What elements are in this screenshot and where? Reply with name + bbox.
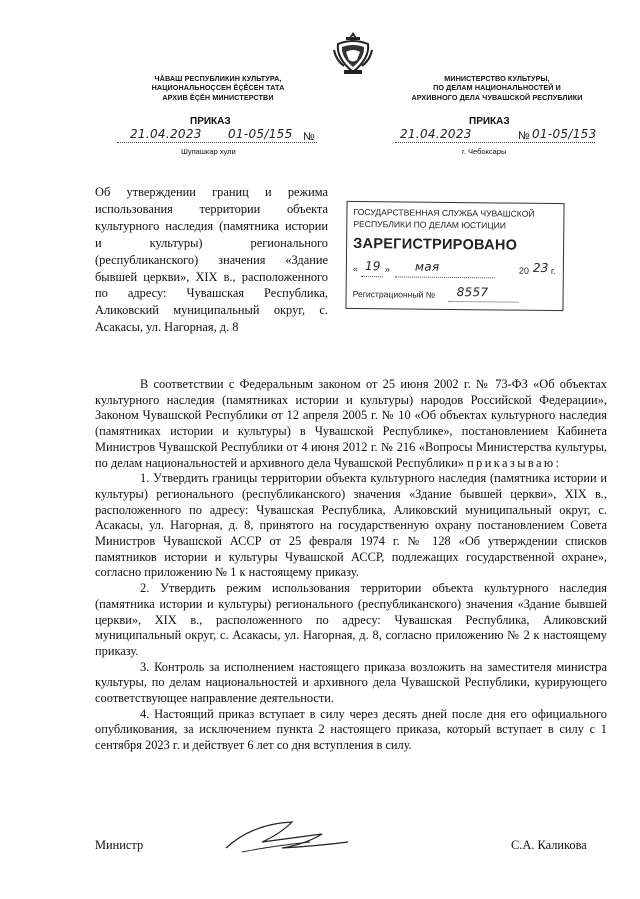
right-city: г. Чебоксары: [462, 147, 507, 156]
stamp-reg-number: 8557: [456, 285, 489, 300]
stamp-reg-label: Регистрационный №: [352, 288, 436, 300]
stamp-agency-line: ГОСУДАРСТВЕННАЯ СЛУЖБА ЧУВАШСКОЙ: [353, 206, 535, 219]
header-left-line: АРХИВ ĔÇĔН МИНИСТЕРСТВИ: [162, 92, 274, 102]
right-number-sign: №: [518, 130, 530, 142]
header-right-line: МИНИСТЕРСТВО КУЛЬТУРЫ,: [444, 74, 550, 83]
preamble: [95, 377, 607, 471]
stamp-reg-line: [449, 301, 519, 303]
left-order-date: 21.04.2023: [130, 127, 202, 141]
stamp-day-line: [361, 276, 383, 277]
left-date-line: [117, 142, 317, 143]
left-number-sign: №: [303, 131, 315, 143]
header-left-line: НАЦИОНАЛЬНОÇСЕН ĔÇĔСЕН ТАТА: [151, 83, 285, 93]
stamp-registered: ЗАРЕГИСТРИРОВАНО: [353, 235, 518, 254]
stamp-year-suffix: 23: [532, 260, 549, 275]
signature-scribble: [222, 812, 352, 858]
header-right-line: ПО ДЕЛАМ НАЦИОНАЛЬНОСТЕЙ И: [433, 83, 561, 93]
order-label-right: ПРИКАЗ: [469, 116, 510, 127]
stamp-close-quote: »: [384, 264, 390, 275]
order-item: 3. Контроль за исполнением настоящего приказа возложить на заместителя министра культуры, по делам национальностей и архивного дела Чувашской Республики, курирующего соответствующее направление деятельности.: [95, 659, 607, 706]
order-item: 1. Утвердить границы территории объекта культурного наследия (памятника истории и культуры) регионального (республиканского) значения «Здание бывшей церкви», XIX в., расположенного по адресу: Чувашская Республика, Аликовский муниципальный округ, с. Асакасы, ул. Нагорная, д. 8, принятого на государственную охрану постановлением Совета Министров Чувашской АССР от 25 февраля 1974 г. № 128 «Об утверждении списков памятников истории и культуры Чувашской АССР, подлежащих государственной охране», согласно приложению № 1 к настоящему приказу.: [95, 471, 607, 580]
order-item: 2. Утвердить режим использования территории объекта культурного наследия (памятника истории и культуры) регионального (республиканского) значения «Здание бывшей церкви», XIX в., расположенного по адресу: Чувашская Республика, Аликовский муниципальный округ, с. Асакасы, ул. Нагорная, д. 8, согласно приложению № 2 к настоящему приказу.: [95, 581, 607, 658]
stamp-year-prefix: 20: [518, 265, 529, 276]
stamp-day: 19: [364, 259, 381, 274]
stamp-year-unit: г.: [550, 266, 556, 277]
order-item: 4. Настоящий приказ вступает в силу через десять дней после дня его официального опубликования, за исключением пункта 2 настоящего приказа, который вступает в силу с 1 сентября 2023 г. и действует 6 лет со дня вступления в силу.: [95, 706, 607, 753]
order-title: Об утверждении границ и режима использования территории объекта культурного наследия (памятника истории и культуры) регионального (республиканского) значения «Здание бывшей церкви», XIX в., расположенного по адресу: Чувашская Республика, Аликовский муниципальный округ, с. Асакасы, ул. Нагорная, д. 8: [95, 185, 328, 335]
order-label-left: ПРИКАЗ: [190, 116, 231, 127]
right-order-date: 21.04.2023: [400, 127, 472, 141]
left-order-number: 01-05/155: [228, 127, 293, 141]
preamble-command: приказываю:: [467, 455, 562, 470]
order-body: [95, 377, 607, 754]
preamble-text: В соответствии с Федеральным законом от 25 июня 2002 г. № 73-ФЗ «Об объектах культурного наследия (памятниках истории и культуры) народов Российской Федерации», Законом Чувашской Республики от 12 апреля 2005 г. № 10 «Об объектах культурного наследия (памятниках истории и культуры) в Чувашской Республике», постановлением Кабинета Министров Чувашской Республики от 4 июня 2012 г. № 216 «Вопросы Министерства культуры, по делам национальностей и архивного дела Чувашской Республики»: [95, 377, 607, 470]
signature-position: Министр: [95, 838, 144, 852]
stamp-month: мая: [414, 259, 440, 274]
header-right: [392, 74, 602, 102]
signature-name: С.А. Каликова: [511, 838, 587, 852]
right-date-line: [395, 142, 595, 143]
stamp-month-line: [395, 276, 495, 278]
left-city: Шупашкар хули: [181, 147, 236, 156]
stamp-reg-row: [353, 286, 559, 304]
stamp-agency-line: РЕСПУБЛИКИ ПО ДЕЛАМ ЮСТИЦИИ: [353, 218, 507, 231]
right-order-number: 01-05/153: [532, 127, 597, 141]
header-right-line: АРХИВНОГО ДЕЛА ЧУВАШСКОЙ РЕСПУБЛИКИ: [411, 92, 583, 102]
header-left-line: ЧĂВАШ РЕСПУБЛИКИН КУЛЬТУРА,: [154, 74, 282, 83]
registration-stamp: [345, 201, 564, 311]
stamp-date-row: [353, 261, 559, 281]
coat-of-arms-emblem: [330, 30, 376, 76]
stamp-open-quote: «: [352, 263, 358, 274]
header-left: [118, 74, 318, 102]
